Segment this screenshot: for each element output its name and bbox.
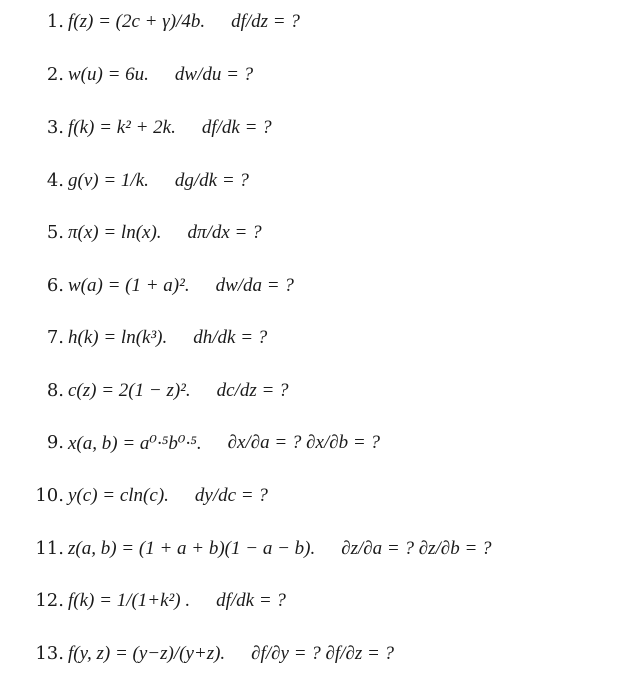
problem-question: ∂f/∂y = ? ∂f/∂z = ?: [251, 643, 395, 664]
problem-10: [0, 481, 268, 511]
problem-function: π(x) = ln(x).: [68, 222, 162, 243]
problem-function: f(k) = k² + 2k.: [68, 117, 176, 138]
problem-function: h(k) = ln(k³).: [68, 327, 168, 348]
problem-question: df/dk = ?: [216, 590, 286, 611]
problem-number: 11.: [35, 538, 64, 559]
problem-number: 2.: [46, 64, 64, 85]
problem-11: [0, 534, 492, 564]
problem-2: [0, 60, 253, 90]
problem-function: w(a) = (1 + a)².: [68, 275, 190, 296]
problem-1: [0, 7, 300, 37]
problem-function: f(k) = 1/(1+k²) .: [68, 590, 191, 611]
problem-number: 13.: [35, 643, 64, 664]
problem-8: [0, 376, 289, 406]
problem-function: x(a, b) = a⁰·⁵b⁰·⁵.: [68, 432, 202, 454]
problem-question: dw/du = ?: [174, 64, 254, 85]
problem-number: 1.: [46, 11, 64, 32]
problem-7: [0, 323, 267, 353]
problem-function: w(u) = 6u.: [68, 64, 149, 85]
problem-question: dc/dz = ?: [216, 380, 289, 401]
problem-question: df/dk = ?: [201, 117, 272, 138]
problem-number: 8.: [46, 380, 64, 401]
problem-question: dπ/dx = ?: [187, 222, 262, 243]
problem-question: ∂x/∂a = ? ∂x/∂b = ?: [227, 432, 380, 453]
problem-question: ∂z/∂a = ? ∂z/∂b = ?: [341, 538, 492, 559]
problem-function: z(a, b) = (1 + a + b)(1 − a − b).: [68, 538, 316, 559]
problem-9: [0, 428, 380, 458]
problem-number: 3.: [46, 117, 64, 138]
problem-function: g(v) = 1/k.: [68, 170, 149, 191]
problem-function: f(y, z) = (y−z)/(y+z).: [68, 643, 226, 664]
problem-number: 7.: [46, 327, 64, 348]
problem-question: dh/dk = ?: [193, 327, 268, 348]
problem-5: [0, 218, 262, 248]
problem-function: f(z) = (2c + γ)/4b.: [68, 11, 206, 32]
problem-number: 10.: [35, 485, 64, 506]
problem-function: y(c) = cln(c).: [68, 485, 169, 506]
problem-number: 4.: [46, 170, 64, 191]
problem-4: [0, 166, 249, 196]
problem-number: 6.: [46, 275, 64, 296]
problem-question: df/dz = ?: [231, 11, 300, 32]
problem-question: dg/dk = ?: [174, 170, 249, 191]
problem-function: c(z) = 2(1 − z)².: [68, 380, 191, 401]
problem-question: dw/da = ?: [215, 275, 294, 296]
problem-number: 12.: [35, 590, 64, 611]
problem-question: dy/dc = ?: [194, 485, 268, 506]
problem-6: [0, 271, 294, 301]
problem-number: 9.: [46, 432, 64, 453]
problem-12: [0, 586, 286, 616]
problem-number: 5.: [46, 222, 64, 243]
problem-13: [0, 639, 394, 669]
problem-3: [0, 113, 272, 143]
